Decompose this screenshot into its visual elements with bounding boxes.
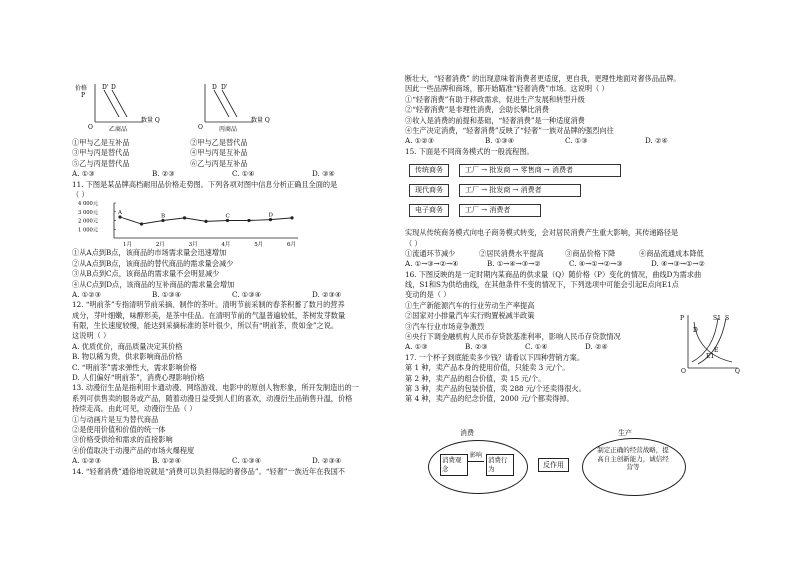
- q14-choice-d[interactable]: D. ②④: [645, 136, 668, 146]
- q14-line-start: 14. “轻奢消费”通俗地说就是“消费可以负担得起的奢侈品”。“轻奢”一族近年在我国不: [72, 466, 345, 476]
- produce-label: 生产: [618, 429, 632, 437]
- axis-p: P: [680, 315, 685, 322]
- q10-option-row-2: [72, 148, 394, 158]
- consumption-production-diagram: [420, 428, 750, 502]
- q12-line-2: 成分，芽叶细嫩，味醇形美，是茶中佳品。在清明节前的气温普遍较低，茶树发芽数量: [72, 310, 346, 320]
- q10-choice-d[interactable]: D. ③④: [312, 169, 335, 179]
- influence-arrow: [468, 461, 484, 462]
- graph-bing-caption: 丙商品: [219, 126, 238, 133]
- q12-option-b[interactable]: B. 物以稀为贵，供求影响商品价格: [72, 352, 183, 362]
- graph-bing-d2: D': [221, 84, 228, 91]
- q16-line-3: 变动的是（ ）: [405, 290, 451, 300]
- point-label: B: [161, 213, 166, 220]
- q11-choice-d[interactable]: D. ②③④: [312, 289, 342, 299]
- y-tick-label: 3 000元: [78, 210, 99, 217]
- q16-option-3: ③汽车行业市场竞争激烈: [405, 321, 485, 331]
- q11-paren: （ ）: [72, 189, 89, 199]
- q15-after-2: （ ）: [405, 238, 422, 248]
- graph-yi: [75, 84, 160, 133]
- q11-option-2: ②从A点到B点，该商品的替代商品的需求量会减少: [72, 258, 234, 268]
- q14-choices: [405, 136, 735, 146]
- q12-line-1: 12. “明前茶”专指清明节前采摘、制作的茶叶。清明节前采制的春茶积蓄了数月的营养: [72, 300, 345, 310]
- q16-options: [405, 301, 675, 353]
- q14-option-1: ①“轻奢消费”有助于移政需求，促进生产发展和转型升级: [405, 94, 585, 104]
- q14-line-2: 断壮大，“轻奢消费” 的出现意味着消费者更适度，更自我，更理性地面对奢侈品品牌。: [405, 74, 681, 83]
- flow-mode-modern: 现代商务: [409, 184, 449, 197]
- graph-yi-ylabel: 价格: [75, 85, 88, 92]
- q14-line-3: 因此一些品牌和商场，都开始瞄准“轻奢消费”市场。这说明（ ）: [405, 84, 609, 94]
- q14-choice-b[interactable]: B. ①③④: [485, 136, 515, 146]
- left-column: [72, 138, 394, 477]
- q10-option-row-1: [72, 138, 394, 148]
- flow-chain-ecommerce: 工厂 → 消费者: [459, 204, 541, 217]
- x-tick-label: 5月: [254, 242, 264, 249]
- q13-line-1: 13. 动漫衍生品是指利用卡通动漫、网络游戏、电影中的原创人物形象，所开发制造出的一: [72, 383, 359, 393]
- flow-chain-modern: 工厂 → 批发商 → 消费者: [459, 184, 581, 197]
- q13-option-2: ②是使用价值和价值的统一体: [72, 424, 166, 434]
- x-tick-label: 1月: [123, 242, 132, 249]
- q12-option-a[interactable]: A. 优质优价，商品质量决定其价格: [72, 341, 183, 351]
- q13-choice-b[interactable]: B. ①②④: [152, 456, 182, 466]
- q16-option-4: ④央行下调金融机构人民币存贷款基准利率，影响人民币存贷款情况: [405, 332, 621, 342]
- demand-graphs: [75, 80, 325, 138]
- q10-option-6: ⑥乙与丙是互补品: [190, 158, 248, 168]
- graph-yi-d2: D: [111, 84, 116, 91]
- q12-option-c[interactable]: C. “明前茶”需求弹性大，需求影响价格: [72, 362, 197, 372]
- graph-yi-origin: O: [88, 124, 93, 131]
- q16-line-2: 线，S1和S为供给曲线，在其他条件不变的情况下，下列选项中可能会引起E点向E1点: [405, 280, 679, 290]
- x-tick-label: 2月: [155, 242, 165, 249]
- q17-plan-4: 第 4 种，卖产品的纪念价值，2000 元/个都卖得掉。: [405, 394, 574, 404]
- q10-option-1: ①甲与乙是互补品: [72, 138, 130, 147]
- label-e1: E1: [706, 353, 715, 360]
- q14-option-2: ②“轻奢消费”是非理性消费，会助长攀比消费: [405, 105, 549, 115]
- q15-flow-diagram: [409, 160, 735, 226]
- influence-label: 影响: [470, 452, 483, 459]
- q13-option-1: ①与动画片是互为替代商品: [72, 414, 159, 424]
- q17-title: 17. 一个杯子到底能卖多少钱？请看以下四种营销方案。: [405, 352, 585, 362]
- y-tick-label: 1 000元: [78, 227, 99, 234]
- q13-line-2: 系列可供售卖的服务或产品，随着动漫日益受到人们的喜欢，动漫衍生品销售升温，价格: [72, 393, 353, 403]
- data-point: [183, 217, 186, 220]
- x-tick-label: 3月: [188, 242, 198, 249]
- q13-choice-a[interactable]: A. ①②③: [72, 456, 102, 466]
- q16-choices: [405, 342, 675, 352]
- graph-yi-d1: D': [102, 84, 109, 91]
- q15-path-1: ①流通环节减少: [405, 248, 456, 258]
- label-d: D: [693, 327, 698, 334]
- q13-choice-c[interactable]: C. ①③④: [232, 456, 262, 466]
- q10-choice-a[interactable]: A. ①③: [72, 169, 95, 179]
- q15-title: 15. 下面是不同商务模式的一般流程图。: [405, 146, 534, 156]
- concept-box: 消费观念: [440, 454, 468, 476]
- x-tick-label: 6月: [287, 242, 296, 249]
- graph-bing: [198, 84, 270, 133]
- supply-demand-graph: [680, 312, 740, 374]
- q11-option-3: ③从B点到C点，该商品的需求量不会明显减少: [72, 269, 220, 279]
- q17-plan-2: 第 2 种，卖产品的组合价值，卖 15 元/个。: [405, 373, 546, 383]
- q10-choice-c[interactable]: C. ①④: [232, 169, 255, 179]
- q13-choice-d[interactable]: D. ②③④: [312, 456, 342, 466]
- q17-plan-1: 第 1 种，卖产品本身的使用价值，只能卖 3 元/个。: [405, 363, 570, 373]
- q15-choice-d[interactable]: D. ④→③→①→②: [651, 259, 705, 269]
- q10-option-2: ②甲与乙是替代品: [190, 138, 248, 147]
- q11-stem: 11. 下图是某品牌高档耐用品价格走势图。下列各项对图中信息分析正确且全面的是: [72, 179, 338, 189]
- flow-chain-traditional: 工厂 → 批发商 → 零售商 → 消费者: [459, 164, 621, 177]
- label-s1: S1: [713, 315, 721, 322]
- q13-option-3: ③价格受供给和需求的直接影响: [72, 435, 173, 445]
- label-e: E: [714, 347, 719, 354]
- graph-bing-d1: D: [212, 84, 217, 91]
- q11-choice-a[interactable]: A. ①②③: [72, 289, 102, 299]
- q10-choices: [72, 169, 394, 179]
- q15-choice-c[interactable]: C. ④→①→②→③: [569, 259, 623, 269]
- q10-option-4: ④甲与丙是互补品: [190, 148, 248, 158]
- q10-option-5: ⑤乙与丙是替代品: [72, 158, 130, 168]
- q14-choice-c[interactable]: C. ①③: [565, 136, 588, 146]
- graph-bing-origin: O: [198, 124, 203, 131]
- q10-option-row-3: [72, 159, 394, 169]
- q15-after-1: 实现从传统商务模式向电子商务模式转变，会对居民消费产生重大影响，其传递路径是: [405, 228, 679, 238]
- q16-choice-c[interactable]: C. ①④: [525, 342, 548, 352]
- q16-choice-a[interactable]: A. ①③: [405, 342, 428, 352]
- data-point: [204, 220, 207, 223]
- x-tick-label: 4月: [221, 242, 231, 249]
- q13-line-3: 持续走高。由此可见，动漫衍生品（ ）: [72, 404, 197, 414]
- q11-option-4: ④从C点到D点，该商品的互补商品的需求量会增加: [72, 279, 235, 289]
- q15-path-2: ②居民消费水平提高: [479, 248, 544, 258]
- q16-choice-b[interactable]: B. ②③: [465, 342, 488, 352]
- data-point: [247, 219, 250, 222]
- q15-path: [405, 249, 735, 259]
- graph-bing-xlabel: 数量 Q: [251, 117, 270, 124]
- q15-choice-b[interactable]: B. ①→④→③→②: [487, 259, 541, 269]
- y-tick-label: 2 000元: [78, 218, 99, 225]
- price-trend-chart: [76, 200, 306, 248]
- reaction-box: 反作用: [538, 458, 569, 472]
- axis-q: Q: [735, 368, 740, 374]
- q13-option-4: ④价值取决于动漫产品的市场火爆程度: [72, 445, 195, 455]
- flow-mode-ecommerce: 电子商务: [409, 204, 449, 217]
- consume-label: 消费: [460, 429, 474, 437]
- flow-mode-traditional: 传统商务: [409, 164, 449, 177]
- q11-choice-c[interactable]: C. ①③④: [232, 289, 262, 299]
- q16-choice-d[interactable]: D. ②④: [585, 342, 608, 352]
- q13-choices: [72, 456, 394, 466]
- q10-choice-b[interactable]: B. ②③: [152, 169, 175, 179]
- data-point: [290, 217, 293, 220]
- q11-option-1: ①从A点到B点，该商品的市场需求量会迅速增加: [72, 248, 227, 258]
- q11-choices: [72, 290, 394, 300]
- behavior-box: 消费行为: [486, 454, 514, 476]
- y-tick-label: 4 000元: [78, 201, 99, 208]
- q14-option-4: ④生产决定消费，“轻奢消费”反映了“轻奢”一族对品牌的强烈向往: [405, 125, 614, 135]
- q16-line-1: 16. 下图反映的是一定时期内某商品的供求量（Q）随价格（P）变化的情况，曲线D为需求曲: [405, 269, 702, 279]
- graph-yi-caption: 乙商品: [109, 126, 128, 133]
- point-label: D: [268, 212, 273, 219]
- q12-line-3: 有限，生长速度较慢，能达到采摘标准的茶叶很少，所以有“明前茶，贵如金”之说。: [72, 321, 339, 331]
- q16-option-1: ①生产新能源汽车的行业劳动生产率提高: [405, 300, 535, 310]
- origin: O: [681, 368, 686, 374]
- q12-option-d[interactable]: D. 人们偏好“明前茶”，消费心理影响价格: [72, 373, 205, 383]
- q12-line-4: 这说明（ ）: [72, 331, 111, 341]
- q15-path-3: ③商品价格下降: [565, 248, 616, 258]
- q15-choices: [405, 259, 735, 269]
- q15-choice-a[interactable]: A. ①→③→②→④: [405, 259, 459, 269]
- strategy-text: 制定正确的经营战略，提高自主创新能力，诚信经营等: [597, 446, 669, 471]
- graph-yi-p: P: [81, 92, 86, 99]
- q16-option-2: ②国家对小排量汽车实行购置税减半政策: [405, 311, 535, 321]
- q11-choice-b[interactable]: B. ①③④: [152, 289, 182, 299]
- point-label: C: [225, 213, 230, 220]
- data-point: [140, 223, 143, 226]
- q10-option-3: ③甲与丙是替代品: [72, 148, 130, 158]
- q14-option-3: ③收入是消费的前提和基础，“轻奢消费”是一种适度消费: [405, 115, 585, 125]
- q14-choice-a[interactable]: A. ①②③: [405, 136, 435, 146]
- label-s: S: [725, 315, 730, 322]
- point-label: A: [118, 210, 122, 217]
- q15-path-4: ④商品流通成本降低: [639, 248, 704, 258]
- graph-yi-xlabel: 数量 Q: [141, 117, 160, 124]
- q17-plan-3: 第 3 种，卖产品的包装价值，卖 288 元/个还卖得很火。: [405, 383, 586, 393]
